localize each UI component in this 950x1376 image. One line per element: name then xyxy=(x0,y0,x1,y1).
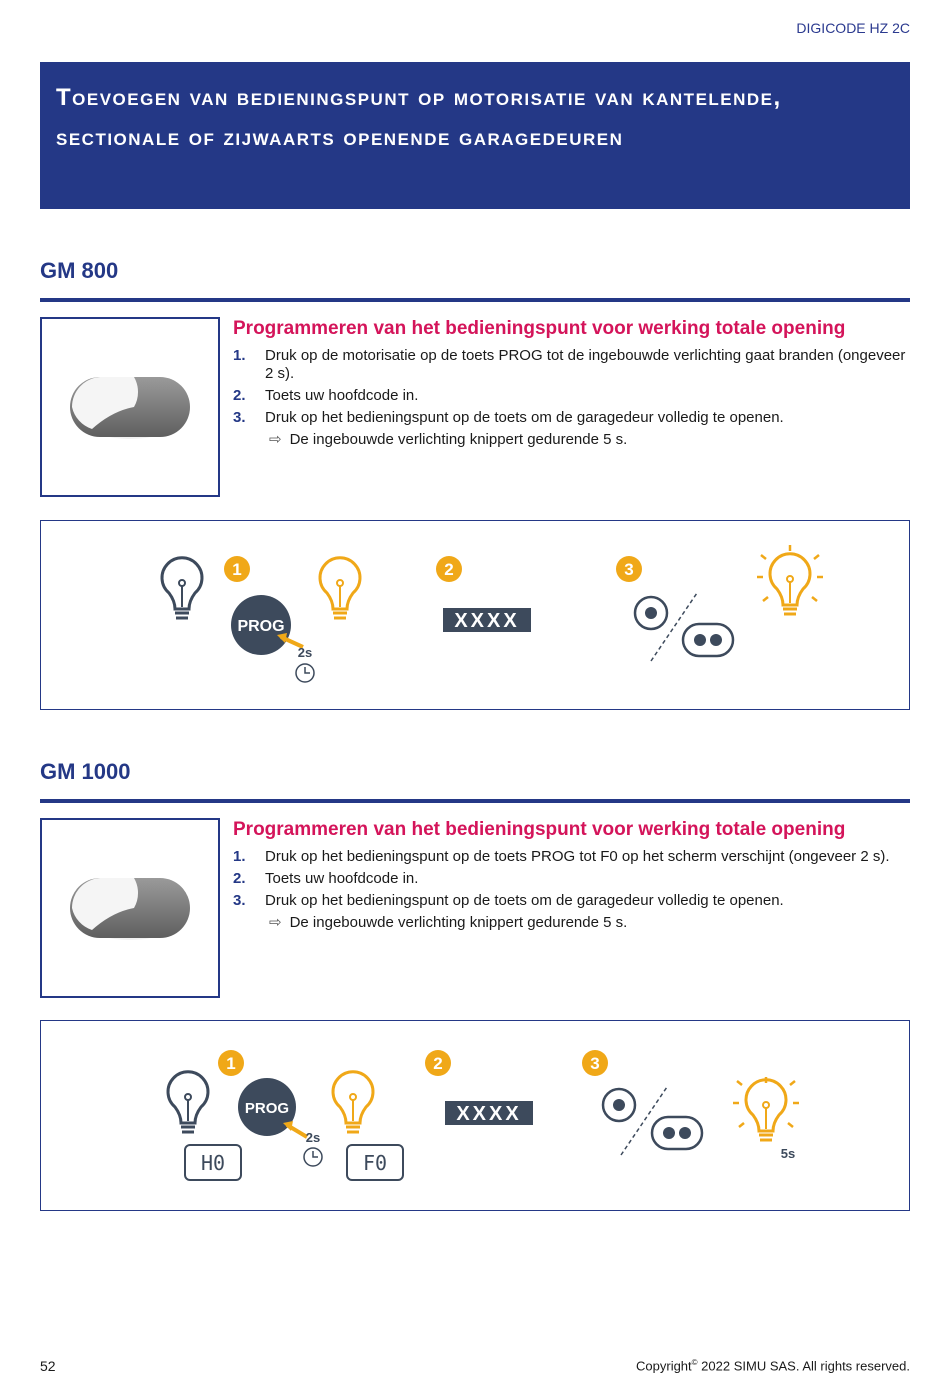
step-number: 1. xyxy=(233,347,246,364)
arrow-right-icon: ⇨ xyxy=(269,914,282,931)
product-photo xyxy=(40,818,220,998)
prog-button-icon xyxy=(231,595,303,655)
page-number: 52 xyxy=(40,1358,56,1374)
step-number: 3. xyxy=(233,409,246,426)
duration-label: 2s xyxy=(305,1130,321,1145)
arrow-right-icon: ⇨ xyxy=(269,431,282,448)
step-text: Druk op het bedieningspunt op de toets om de garagedeur volledig te openen. xyxy=(265,892,784,909)
step-badge-3 xyxy=(582,1050,608,1076)
bulb-blinking-icon xyxy=(757,545,823,614)
bulb-off-icon xyxy=(168,1072,208,1132)
step-number: 2. xyxy=(233,387,246,404)
prog-button-icon xyxy=(238,1078,307,1137)
result-note: ⇨ De ingebouwde verlichting knippert gedurende 5 s. xyxy=(269,431,628,448)
step-badge-1 xyxy=(218,1050,244,1076)
step-text: Toets uw hoofdcode in. xyxy=(265,387,419,404)
bulb-on-icon xyxy=(333,1072,373,1132)
list-item xyxy=(233,848,913,866)
step-badge-2 xyxy=(436,556,462,582)
step-text: Toets uw hoofdcode in. xyxy=(265,870,419,887)
step-badge-3 xyxy=(616,556,642,582)
product-photo xyxy=(40,317,220,497)
blink-duration-label: 5s xyxy=(780,1146,796,1161)
section-subtitle: Programmeren van het bedieningspunt voor werking totale opening xyxy=(233,819,846,840)
step-text: Druk op het bedieningspunt op de toets om de garagedeur volledig te openen. xyxy=(265,409,784,426)
code-keys xyxy=(445,1101,533,1125)
display-after xyxy=(347,1145,403,1180)
single-button-icon xyxy=(635,597,667,629)
svg-text:F0: F0 xyxy=(362,1151,388,1175)
list-item xyxy=(233,409,913,427)
svg-text:XXXX: XXXX xyxy=(454,610,520,632)
code-keys xyxy=(443,608,531,632)
svg-text:1: 1 xyxy=(232,560,242,579)
page-title: Toevoegen van bedieningspunt op motorisatie van kantelende, sectionale of zijwaarts openende garagedeuren xyxy=(56,84,782,151)
result-note: ⇨ De ingebouwde verlichting knippert gedurende 5 s. xyxy=(269,914,628,931)
section-divider xyxy=(40,799,910,803)
single-button-icon xyxy=(603,1089,635,1121)
bulb-on-icon xyxy=(320,558,360,618)
separator-line xyxy=(621,1087,667,1155)
svg-text:2: 2 xyxy=(444,560,454,579)
double-button-icon xyxy=(652,1117,702,1149)
duration-label: 2s xyxy=(297,645,313,660)
list-item xyxy=(233,387,913,405)
svg-text:H0: H0 xyxy=(200,1151,226,1175)
copyright-notice: Copyright© 2022 SIMU SAS. All rights reserved. xyxy=(636,1358,910,1374)
list-item xyxy=(233,870,913,888)
svg-text:PROG: PROG xyxy=(244,1100,290,1117)
svg-text:XXXX: XXXX xyxy=(456,1103,522,1125)
clock-icon xyxy=(296,664,314,682)
double-button-icon xyxy=(683,624,733,656)
section-subtitle: Programmeren van het bedieningspunt voor werking totale opening xyxy=(233,318,846,339)
svg-text:1: 1 xyxy=(226,1054,236,1073)
svg-text:PROG: PROG xyxy=(237,618,285,635)
procedure-diagram xyxy=(40,1020,910,1211)
step-badge-2 xyxy=(425,1050,451,1076)
instruction-list xyxy=(233,347,913,449)
svg-text:2: 2 xyxy=(433,1054,443,1073)
bulb-blinking-icon xyxy=(733,1077,799,1140)
step-number: 1. xyxy=(233,848,246,865)
step-text: Druk op het bedieningspunt op de toets PROG tot F0 op het scherm verschijnt (ongeveer 2 s). xyxy=(265,848,890,865)
procedure-diagram xyxy=(40,520,910,710)
svg-text:3: 3 xyxy=(590,1054,600,1073)
step-text: Druk op de motorisatie op de toets PROG tot de ingebouwde verlichting gaat branden (ongeveer 2 s). xyxy=(265,347,906,382)
step-badge-1 xyxy=(224,556,250,582)
step-number: 3. xyxy=(233,892,246,909)
list-item xyxy=(233,347,913,383)
section-divider xyxy=(40,298,910,302)
list-item xyxy=(233,892,913,910)
section-model-title: GM 1000 xyxy=(40,759,131,784)
display-before xyxy=(185,1145,241,1180)
document-header: DIGICODE HZ 2C xyxy=(796,20,910,36)
section-model-title: GM 800 xyxy=(40,258,119,283)
svg-text:3: 3 xyxy=(624,560,634,579)
bulb-off-icon xyxy=(162,558,202,618)
clock-icon xyxy=(304,1148,322,1166)
step-number: 2. xyxy=(233,870,246,887)
instruction-list xyxy=(233,848,913,932)
